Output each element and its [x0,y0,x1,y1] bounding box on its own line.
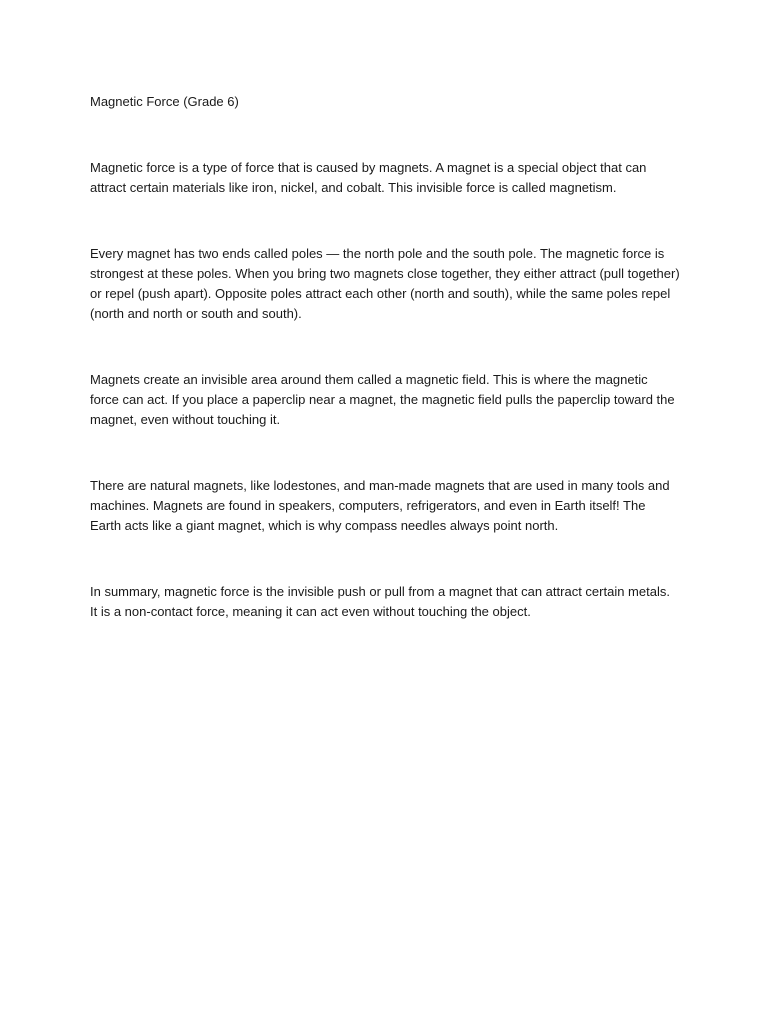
document-body [90,92,680,622]
paragraph-summary: In summary, magnetic force is the invisible push or pull from a magnet that can attract certain metals. It is a non-contact force, meaning it can act even without touching the object. [90,584,670,619]
document-title: Magnetic Force (Grade 6) [90,94,239,109]
paragraph-magnetic-field: Magnets create an invisible area around them called a magnetic field. This is where the magnetic force can act. If you place a paperclip near a magnet, the magnetic field pulls the paperclip toward the magnet, even without touching it. [90,372,675,427]
paragraph-intro: Magnetic force is a type of force that is caused by magnets. A magnet is a special object that can attract certain materials like iron, nickel, and cobalt. This invisible force is called magnetism. [90,160,647,195]
paragraph-poles: Every magnet has two ends called poles — the north pole and the south pole. The magnetic force is strongest at these poles. When you bring two magnets close together, they either attract (pull together) or repel (push apart). Opposite poles attract each other (north and south), while the same poles repel (north and north or south and south). [90,246,680,321]
paragraph-types-of-magnets: There are natural magnets, like lodestones, and man-made magnets that are used in many tools and machines. Magnets are found in speakers, computers, refrigerators, and even in Earth itself! The Earth acts like a giant magnet, which is why compass needles always point north. [90,478,670,533]
